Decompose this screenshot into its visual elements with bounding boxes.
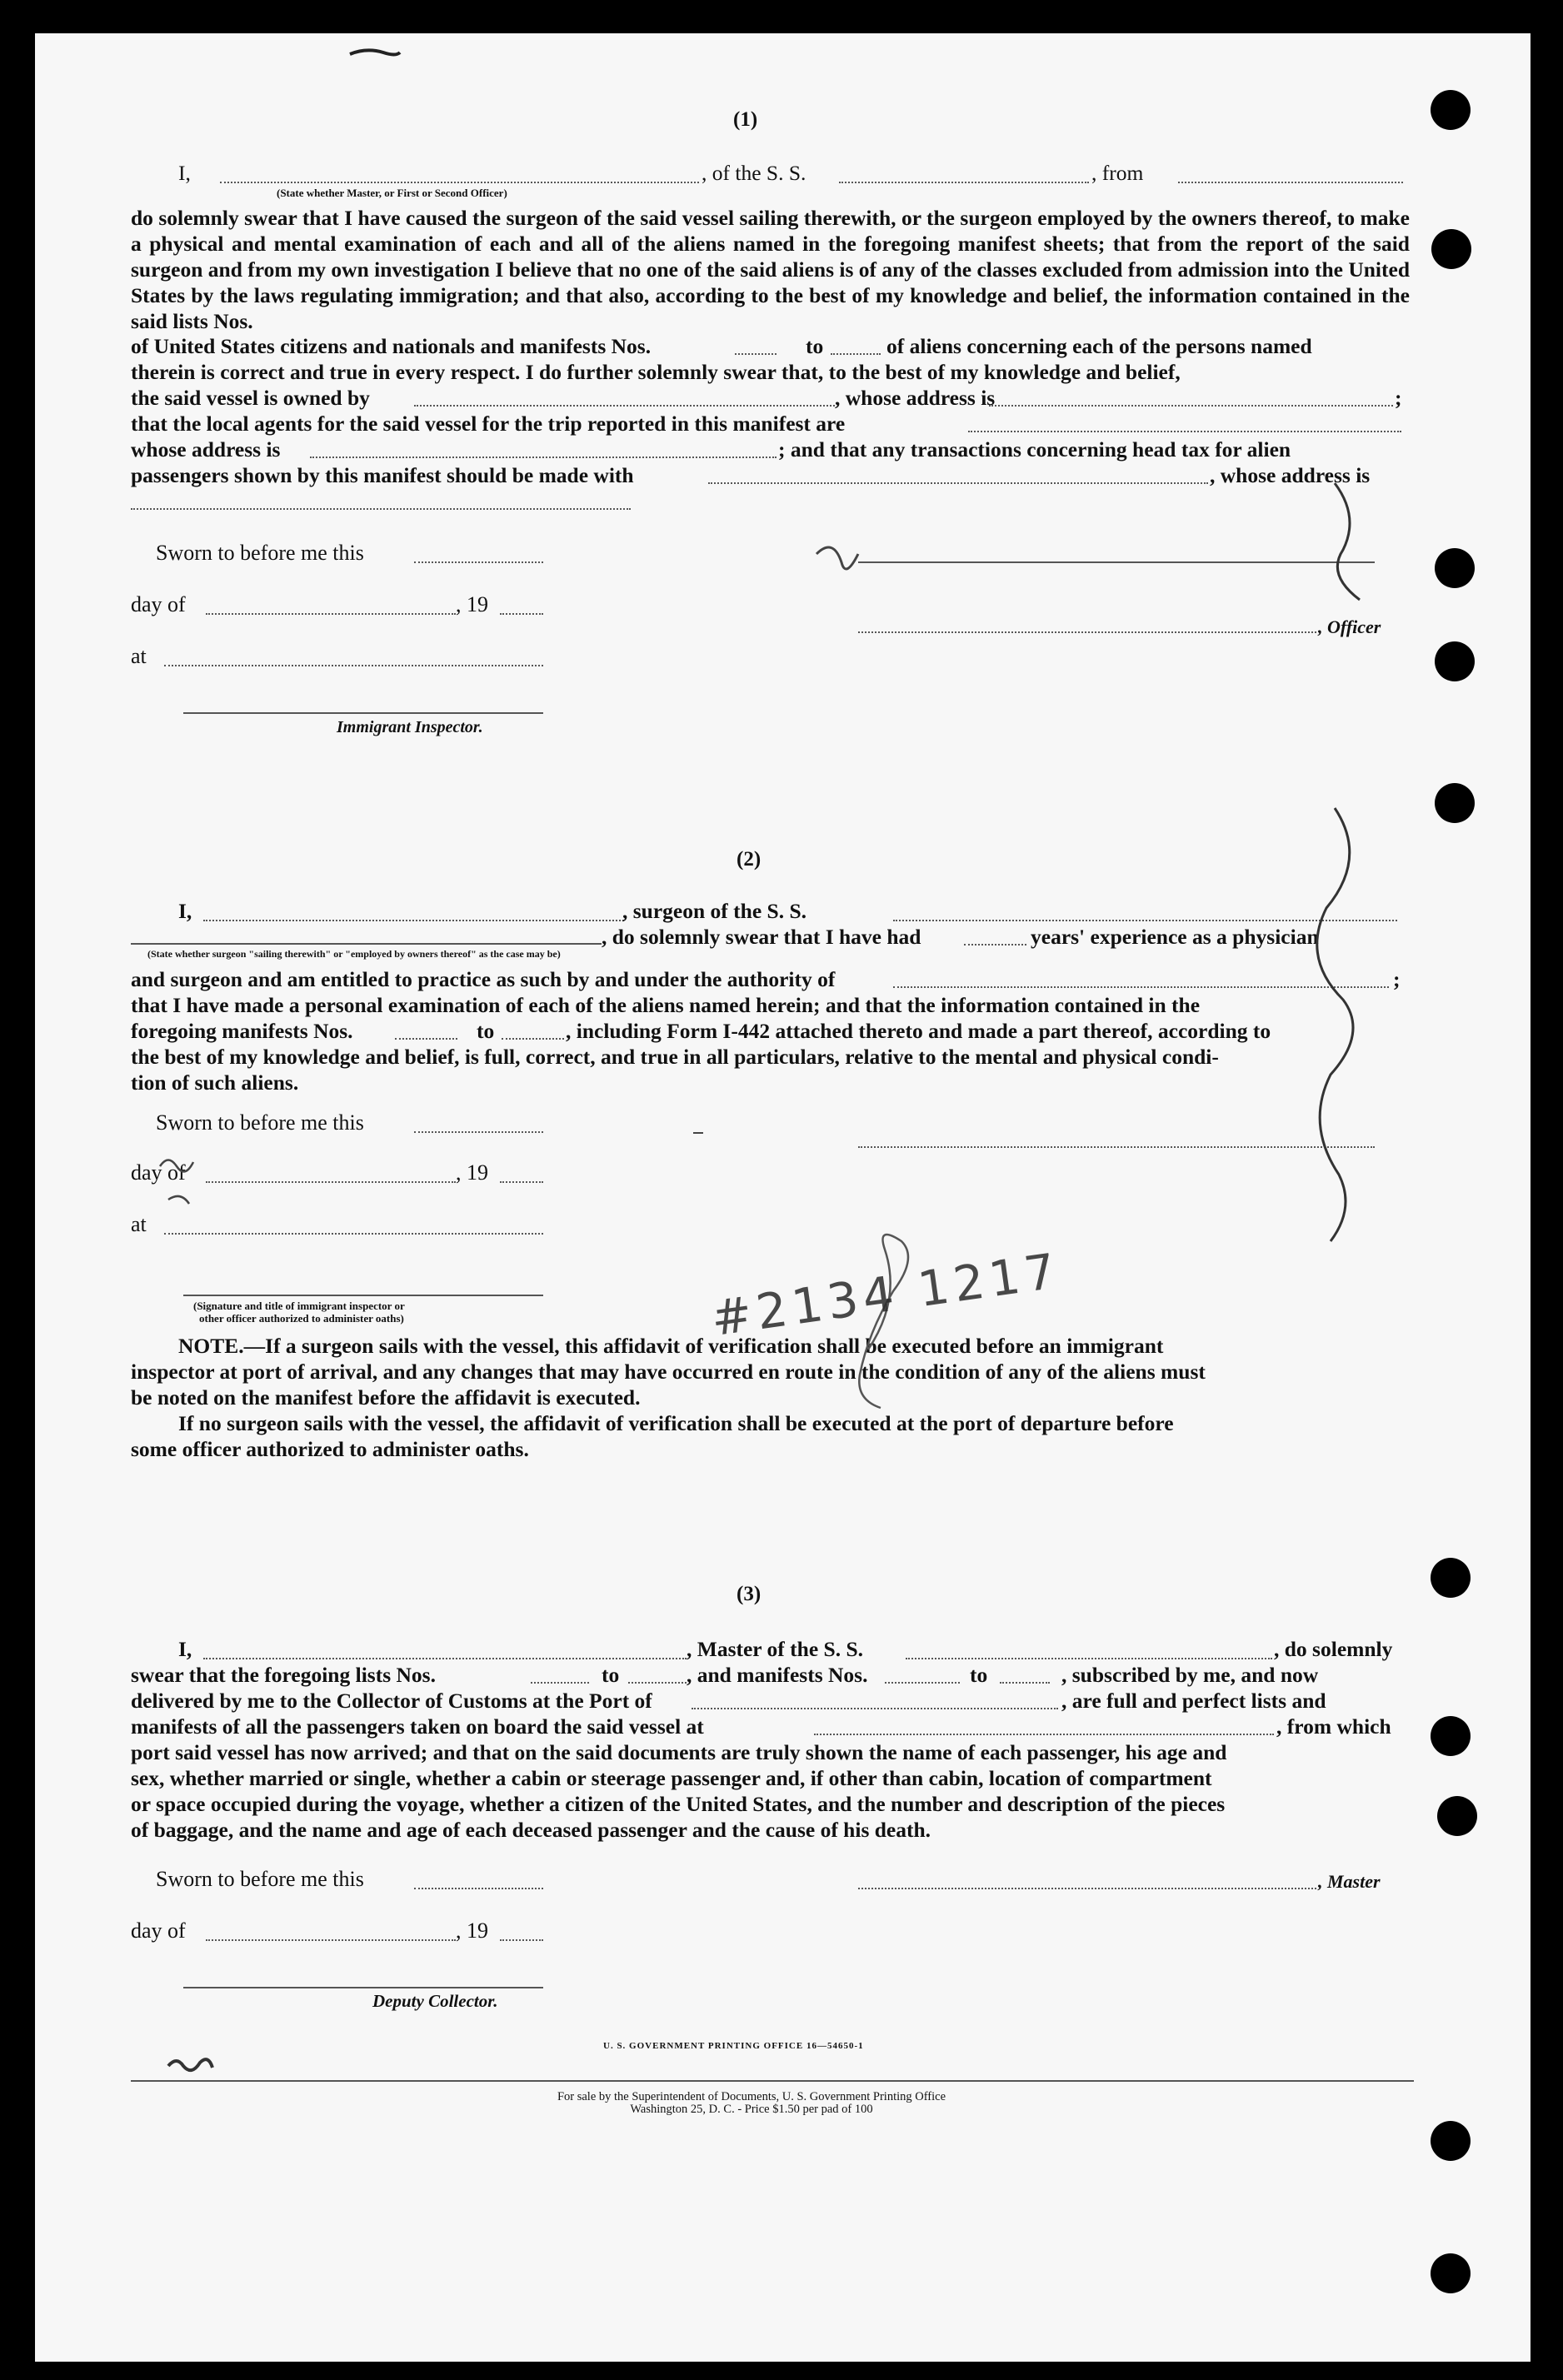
signature-scribble-1 (1335, 483, 1360, 600)
including-label: , including Form I-442 attached thereto and made a part thereof, according to (566, 1019, 1271, 1043)
oath-paragraph: do solemnly swear that I have caused the surgeon of the said vessel sailing therewith, or the surgeon employed by the owners thereof, to make a physical and mental examination of each and all of the aliens named in the foregoing manifest sheets; that from the report of the said surgeon and from my own investigation I believe that no one of the said aliens is of any of the classes excluded from admission into the United States by the laws regulating immigration; and that also, according to the best of my knowledge and belief, the information contained in the said lists Nos. (131, 206, 1410, 333)
to-label: to (477, 1019, 495, 1043)
head-tax-contact-field (708, 482, 1208, 484)
day-of-field (206, 1181, 456, 1183)
section3-line-5: port said vessel has now arrived; and that on the said documents are truly shown the name of each passenger, his age and (131, 1740, 1227, 1764)
manifests-from-field (885, 1682, 960, 1684)
full-perfect-label: , are full and perfect lists and (1061, 1689, 1326, 1713)
oath-i: I, (178, 161, 191, 185)
sale-line-2: Washington 25, D. C. - Price $1.50 per pad of 100 (630, 2103, 873, 2116)
section-number: (1) (733, 108, 758, 131)
authority-field (893, 986, 1389, 988)
year-field (500, 1939, 543, 1941)
of-ss-label: , of the S. S. (702, 161, 806, 185)
sale-notice (435, 2091, 1068, 2116)
agents-address-field (310, 457, 777, 458)
and-manifests-label: , and manifests Nos. (687, 1663, 868, 1687)
best-knowledge-line: the best of my knowledge and belief, is full, correct, and true in all particulars, relative to the mental and physical condi- (131, 1045, 1219, 1069)
subscribed-label: , subscribed by me, and now (1061, 1663, 1319, 1687)
sworn-label: Sworn to before me this (156, 1110, 364, 1135)
squiggle-mark (168, 2059, 212, 2070)
oath-i: I, (178, 899, 192, 923)
passengers-label: passengers shown by this manifest should be made with (131, 463, 634, 487)
note-line-2: inspector at port of arrival, and any changes that may have occurred en route in the condition of any of the aliens must (131, 1360, 1206, 1384)
at-field (164, 1233, 543, 1235)
practice-label: and surgeon and am entitled to practice as such by and under the authority of (131, 967, 836, 991)
owner-field (414, 405, 835, 407)
examination-line: that I have made a personal examination of each of the aliens named herein; and that the information contained in the (131, 993, 1201, 1017)
officer-caption: , Officer (1318, 616, 1381, 637)
at-label: at (131, 1212, 147, 1236)
oath-i: I, (178, 1637, 192, 1661)
sworn-date-field (414, 1888, 543, 1889)
whose-address-label: , whose address is (1210, 463, 1371, 487)
manifest-to-field (502, 1038, 564, 1040)
at-label: at (131, 644, 147, 668)
surgeon-vessel-field (893, 920, 1397, 921)
collector-signature-line (183, 1987, 543, 1988)
years-label: years' experience as a physician (1031, 925, 1319, 949)
manifest-from-field (395, 1038, 457, 1040)
day-of-field (206, 613, 456, 615)
officer-rank-field (220, 182, 699, 183)
oath-officer-caption-2: other officer authorized to administer oaths) (199, 1312, 404, 1325)
oath-officer-signature-line (183, 1295, 543, 1296)
day-of-field (206, 1939, 456, 1941)
year-label: , 19 (456, 592, 488, 616)
from-label: , from (1091, 161, 1144, 185)
years-field (964, 944, 1026, 946)
master-caption: , Master (1318, 1871, 1381, 1892)
year-label: , 19 (456, 1160, 488, 1185)
punch-hole (1435, 641, 1475, 681)
local-agents-label: that the local agents for the said vessel for the trip reported in this manifest are (131, 412, 846, 436)
section3-line-7: or space occupied during the voyage, whether a citizen of the United States, and the number and description of the pieces (131, 1792, 1226, 1816)
semicolon: ; (1395, 386, 1402, 410)
surgeon-type-line (131, 943, 602, 945)
owner-address-field (989, 405, 1393, 407)
from-port-field (1178, 182, 1403, 183)
sworn-date-field (414, 561, 543, 563)
handwritten-stamp-number: #2134 1217 (707, 1241, 1064, 1348)
oath-officer-caption-1: (Signature and title of immigrant inspector or (193, 1300, 405, 1312)
vertical-signature (1317, 808, 1353, 1241)
to-label: to (602, 1663, 620, 1687)
whose-address-label: whose address is (131, 437, 281, 462)
day-of-label: day of (131, 1918, 186, 1943)
of-aliens-label: of aliens concerning each of the persons named (886, 334, 1312, 358)
punch-hole (1431, 1558, 1471, 1598)
manifests-of-label: manifests of all the passengers taken on board the said vessel at (131, 1714, 704, 1739)
manifest-from-field (735, 353, 777, 355)
manifest-page (35, 33, 1531, 2362)
note-line-4: If no surgeon sails with the vessel, the affidavit of verification shall be executed at the port of departure before (178, 1411, 1174, 1435)
officer-name-field (858, 631, 1316, 633)
surgeon-name-field (203, 920, 624, 921)
surgeon-of-label: , surgeon of the S. S. (622, 899, 807, 923)
inspector-signature-line (183, 712, 543, 714)
correct-line: therein is correct and true in every respect. I do further solemnly swear that, to the best of my knowledge and belief, (131, 360, 1181, 384)
lists-to-field (628, 1682, 687, 1684)
officer-signature-line (858, 561, 1375, 563)
master-name-field (203, 1658, 687, 1659)
delivered-label: delivered by me to the Collector of Customs at the Port of (131, 1689, 652, 1713)
vessel-name-field (839, 182, 1089, 183)
master-vessel-field (906, 1658, 1272, 1659)
punch-hole (1431, 229, 1471, 269)
inspector-caption: Immigrant Inspector. (337, 718, 483, 736)
swear-lists-label: swear that the foregoing lists Nos. (131, 1663, 436, 1687)
contact-address-field (131, 508, 631, 510)
surgeon-type-instruction: (State whether surgeon "sailing therewith" or "employed by owners thereof" as the case may be) (147, 948, 561, 960)
whose-address-label: , whose address is (835, 386, 996, 410)
tion-line: tion of such aliens. (131, 1070, 299, 1095)
year-field (500, 1181, 543, 1183)
signature-scribble-2 (816, 547, 858, 569)
officer-rank-instruction: (State whether Master, or First or Second Officer) (277, 187, 507, 199)
surgeon-signature-line (858, 1146, 1375, 1148)
section3-line-6: sex, whether married or single, whether a cabin or steerage passenger and, if other than cabin, location of compartment (131, 1766, 1212, 1790)
punch-hole (1431, 90, 1471, 130)
foregoing-label: foregoing manifests Nos. (131, 1019, 353, 1043)
note-line-5: some officer authorized to administer oaths. (131, 1437, 529, 1461)
do-solemnly-label: , do solemnly (1274, 1637, 1393, 1661)
note-line-3: be noted on the manifest before the affidavit is executed. (131, 1385, 641, 1410)
collector-caption: Deputy Collector. (372, 1991, 498, 2011)
footer-rule (131, 2080, 1414, 2082)
lists-from-field (531, 1682, 589, 1684)
head-tax-label: ; and that any transactions concerning head tax for alien (778, 437, 1291, 462)
master-signature-line (858, 1888, 1316, 1889)
sworn-date-field (414, 1131, 543, 1133)
local-agents-field (968, 431, 1401, 432)
gpo-imprint: U. S. GOVERNMENT PRINTING OFFICE 16—54650-1 (603, 2041, 864, 2051)
to-label: to (806, 334, 824, 358)
section-number: (2) (737, 848, 762, 871)
punch-hole (1435, 783, 1475, 823)
punch-hole (1431, 2121, 1471, 2161)
port-field (692, 1708, 1058, 1709)
manifest-to-field (831, 353, 881, 355)
from-which-label: , from which (1276, 1714, 1391, 1739)
punch-hole (1431, 2253, 1471, 2293)
punch-hole (1437, 1796, 1477, 1836)
embarkation-field (814, 1734, 1274, 1735)
solemnly-label: , do solemnly swear that I have had (602, 925, 921, 949)
sale-line-1: For sale by the Superintendent of Documents, U. S. Government Printing Office (557, 2090, 946, 2103)
day-of-label: day of (131, 592, 186, 616)
day-of-label: day of (131, 1160, 186, 1185)
punch-hole (1435, 548, 1475, 588)
year-field (500, 613, 543, 615)
year-label: , 19 (456, 1918, 488, 1943)
manifests-to-field (1000, 1682, 1050, 1684)
corner-scribble (350, 50, 400, 54)
section3-line-8: of baggage, and the name and age of each deceased passenger and the cause of his death. (131, 1818, 931, 1842)
sworn-label: Sworn to before me this (156, 1867, 364, 1891)
semicolon: ; (1393, 967, 1401, 991)
section-number: (3) (737, 1583, 762, 1605)
at-field (164, 665, 543, 666)
us-citizens-text: of United States citizens and nationals and manifests Nos. (131, 334, 652, 358)
note-line-1: NOTE.—If a surgeon sails with the vessel, this affidavit of verification shall be executed before an immigrant (178, 1334, 1164, 1358)
master-of-label: , Master of the S. S. (687, 1637, 864, 1661)
to-label: to (970, 1663, 988, 1687)
sworn-label: Sworn to before me this (156, 541, 364, 565)
punch-hole (1431, 1716, 1471, 1756)
owned-by-label: the said vessel is owned by (131, 386, 370, 410)
